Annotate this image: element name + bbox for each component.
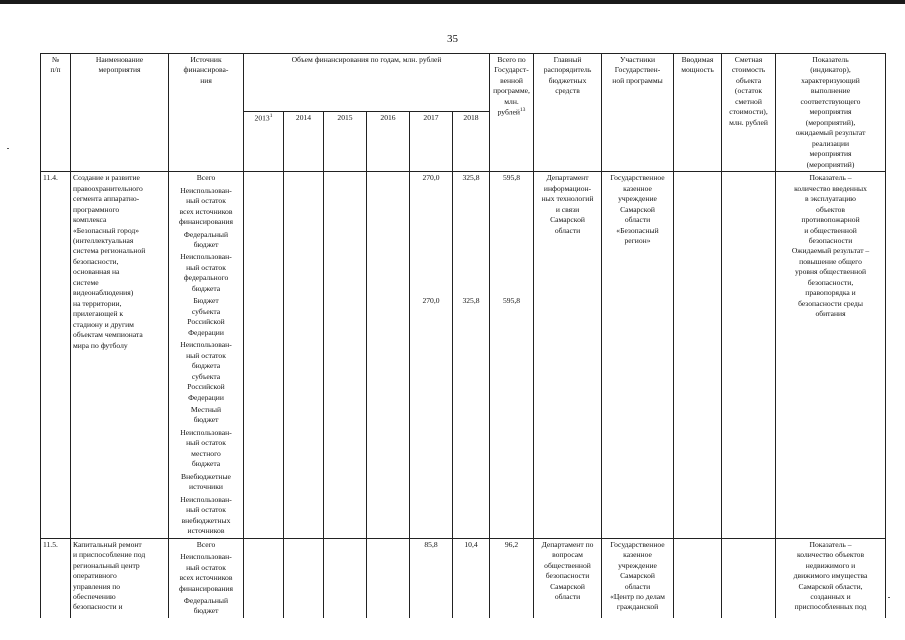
value-2018: 325,8 — [453, 172, 490, 185]
value-2013 — [244, 251, 284, 295]
value-2016 — [367, 538, 410, 551]
value-2014 — [284, 551, 324, 595]
funding-source: Всего — [169, 538, 244, 551]
value-2014 — [284, 229, 324, 252]
value-2015 — [324, 551, 367, 595]
estimate-cell — [722, 538, 776, 618]
value-2018 — [453, 471, 490, 494]
funding-source: Неиспользован- ный остаток всех источников финансирования — [169, 551, 244, 595]
value-2015 — [324, 339, 367, 404]
funding-source: Неиспользован- ный остаток бюджета субъекта Российской Федерации — [169, 339, 244, 404]
funding-source: Федеральный бюджет — [169, 595, 244, 618]
funding-source: Всего — [169, 172, 244, 185]
value-2015 — [324, 251, 367, 295]
scan-speck — [7, 148, 9, 149]
value-2018 — [453, 339, 490, 404]
col-header-name: Наименование мероприятия — [71, 54, 169, 172]
value-2016 — [367, 229, 410, 252]
value-total — [490, 251, 534, 295]
value-2014 — [284, 185, 324, 229]
table-row — [41, 172, 886, 185]
value-2017 — [410, 229, 453, 252]
col-header-2016: 2016 — [367, 111, 410, 171]
value-total: 96,2 — [490, 538, 534, 551]
value-2015 — [324, 538, 367, 551]
total-header-footnote: 13 — [519, 107, 526, 114]
value-2013 — [244, 538, 284, 551]
funding-source: Федеральный бюджет — [169, 229, 244, 252]
value-2014 — [284, 339, 324, 404]
funding-source: Неиспользован- ный остаток внебюджетных источников — [169, 494, 244, 538]
value-2016 — [367, 551, 410, 595]
value-2018 — [453, 494, 490, 538]
value-2014 — [284, 538, 324, 551]
program-funding-table — [40, 53, 886, 618]
value-2016 — [367, 339, 410, 404]
value-2013 — [244, 427, 284, 471]
funding-source: Бюджет субъекта Российской Федерации — [169, 295, 244, 339]
col-header-2017: 2017 — [410, 111, 453, 171]
row-number: 11.5. — [41, 538, 71, 618]
value-total — [490, 427, 534, 471]
value-2016 — [367, 595, 410, 618]
col-header-2015: 2015 — [324, 111, 367, 171]
value-2018 — [453, 427, 490, 471]
chief-administrator: Департамент по вопросам общественной безопасности Самарской области — [534, 538, 602, 618]
value-2013 — [244, 551, 284, 595]
value-2013 — [244, 229, 284, 252]
col-header-capacity: Вводимая мощность — [674, 54, 722, 172]
value-2017 — [410, 404, 453, 427]
value-2017 — [410, 551, 453, 595]
value-2013 — [244, 595, 284, 618]
capacity-cell — [674, 538, 722, 618]
value-total — [490, 185, 534, 229]
value-2016 — [367, 427, 410, 471]
value-2017: 270,0 — [410, 172, 453, 185]
program-participants: Государственное казенное учреждение Самарской области «Центр по делам гражданской — [602, 538, 674, 618]
value-2014 — [284, 595, 324, 618]
value-total — [490, 404, 534, 427]
value-2013 — [244, 172, 284, 185]
measure-name: Создание и развитие правоохранительного сегмента аппаратно- программного комплекса «Безопасный город» (интеллектуальная система региональной безопасности, основанная на системе видеонаблюдения) на территории, прилегающей к стадиону и другим объектам чемпионата мира по футболу — [71, 172, 169, 538]
value-2017 — [410, 471, 453, 494]
value-2014 — [284, 295, 324, 339]
col-header-source: Источник финансирова- ния — [169, 54, 244, 172]
value-total: 595,8 — [490, 172, 534, 185]
year-2013-label: 2013 — [254, 113, 270, 123]
indicator-cell: Показатель – количество введенных в эксплуатацию объектов противопожарной и общественной безопасности Ожидаемый результат – повышение общего уровня общественной безопасности, правопорядка и безопасности среды обитания — [776, 172, 886, 538]
value-2013 — [244, 471, 284, 494]
value-2014 — [284, 494, 324, 538]
col-header-total — [490, 54, 534, 172]
table-row — [41, 538, 886, 551]
value-total — [490, 494, 534, 538]
value-total — [490, 471, 534, 494]
value-2013 — [244, 295, 284, 339]
funding-source: Местный бюджет — [169, 404, 244, 427]
col-header-2018: 2018 — [453, 111, 490, 171]
page-number: 35 — [447, 33, 458, 45]
value-2014 — [284, 427, 324, 471]
funding-source: Неиспользован- ный остаток всех источников финансирования — [169, 185, 244, 229]
value-2017 — [410, 339, 453, 404]
value-2018: 10,4 — [453, 538, 490, 551]
value-2017 — [410, 595, 453, 618]
program-participants: Государственное казенное учреждение Самарской области «Безопасный регион» — [602, 172, 674, 538]
estimate-cell — [722, 172, 776, 538]
col-header-participants: Участники Государствен- ной программы — [602, 54, 674, 172]
value-2015 — [324, 185, 367, 229]
value-2013 — [244, 404, 284, 427]
value-total — [490, 551, 534, 595]
value-2014 — [284, 251, 324, 295]
funding-source: Неиспользован- ный остаток федерального бюджета — [169, 251, 244, 295]
col-header-num: № п/п — [41, 54, 71, 172]
top-rule — [0, 0, 905, 4]
value-2018 — [453, 185, 490, 229]
value-total: 595,8 — [490, 295, 534, 339]
capacity-cell — [674, 172, 722, 538]
col-header-2014: 2014 — [284, 111, 324, 171]
total-header-text: Всего по Государст- венной программе, млн. рублей — [493, 55, 530, 117]
value-2016 — [367, 295, 410, 339]
funding-source: Неиспользован- ный остаток местного бюджета — [169, 427, 244, 471]
chief-administrator: Департамент информацион- ных технологий и связи Самарской области — [534, 172, 602, 538]
value-2018 — [453, 551, 490, 595]
value-2017 — [410, 185, 453, 229]
indicator-cell: Показатель – количество объектов недвижимого и движимого имущества Самарской области, созданных и приспособленных под — [776, 538, 886, 618]
value-2013 — [244, 494, 284, 538]
value-2017: 270,0 — [410, 295, 453, 339]
value-2016 — [367, 185, 410, 229]
value-2014 — [284, 404, 324, 427]
value-2018: 325,8 — [453, 295, 490, 339]
value-2016 — [367, 172, 410, 185]
value-2018 — [453, 595, 490, 618]
funding-source: Внебюджетные источники — [169, 471, 244, 494]
value-total — [490, 339, 534, 404]
year-2013-footnote: 1 — [269, 112, 273, 119]
value-2015 — [324, 427, 367, 471]
col-header-funding-group: Объем финансирования по годам, млн. рублей — [244, 54, 490, 112]
value-2014 — [284, 471, 324, 494]
col-header-chief: Главный распорядитель бюджетных средств — [534, 54, 602, 172]
value-2017: 85,8 — [410, 538, 453, 551]
col-header-estimate: Сметная стоимость объекта (остаток сметной стоимости), млн. рублей — [722, 54, 776, 172]
value-2015 — [324, 404, 367, 427]
value-2016 — [367, 471, 410, 494]
value-2018 — [453, 404, 490, 427]
value-2015 — [324, 172, 367, 185]
value-2015 — [324, 595, 367, 618]
value-2018 — [453, 251, 490, 295]
value-total — [490, 595, 534, 618]
scan-speck — [888, 597, 890, 598]
value-2017 — [410, 251, 453, 295]
value-2016 — [367, 494, 410, 538]
value-2016 — [367, 404, 410, 427]
value-2015 — [324, 471, 367, 494]
value-2018 — [453, 229, 490, 252]
col-header-2013 — [244, 111, 284, 171]
value-2017 — [410, 494, 453, 538]
value-2016 — [367, 251, 410, 295]
value-2015 — [324, 494, 367, 538]
value-2013 — [244, 339, 284, 404]
value-2015 — [324, 295, 367, 339]
value-2017 — [410, 427, 453, 471]
value-2015 — [324, 229, 367, 252]
header-row-top — [41, 54, 886, 112]
value-2014 — [284, 172, 324, 185]
value-2013 — [244, 185, 284, 229]
col-header-indicator: Показатель (индикатор), характеризующий выполнение соответствующего мероприятия (мероприятий), ожидаемый результат реализации мероприятия (мероприятий) — [776, 54, 886, 172]
table-body — [41, 172, 886, 618]
row-number: 11.4. — [41, 172, 71, 538]
measure-name: Капитальный ремонт и приспособление под региональный центр оперативного управления по обеспечению безопасности и — [71, 538, 169, 618]
value-total — [490, 229, 534, 252]
